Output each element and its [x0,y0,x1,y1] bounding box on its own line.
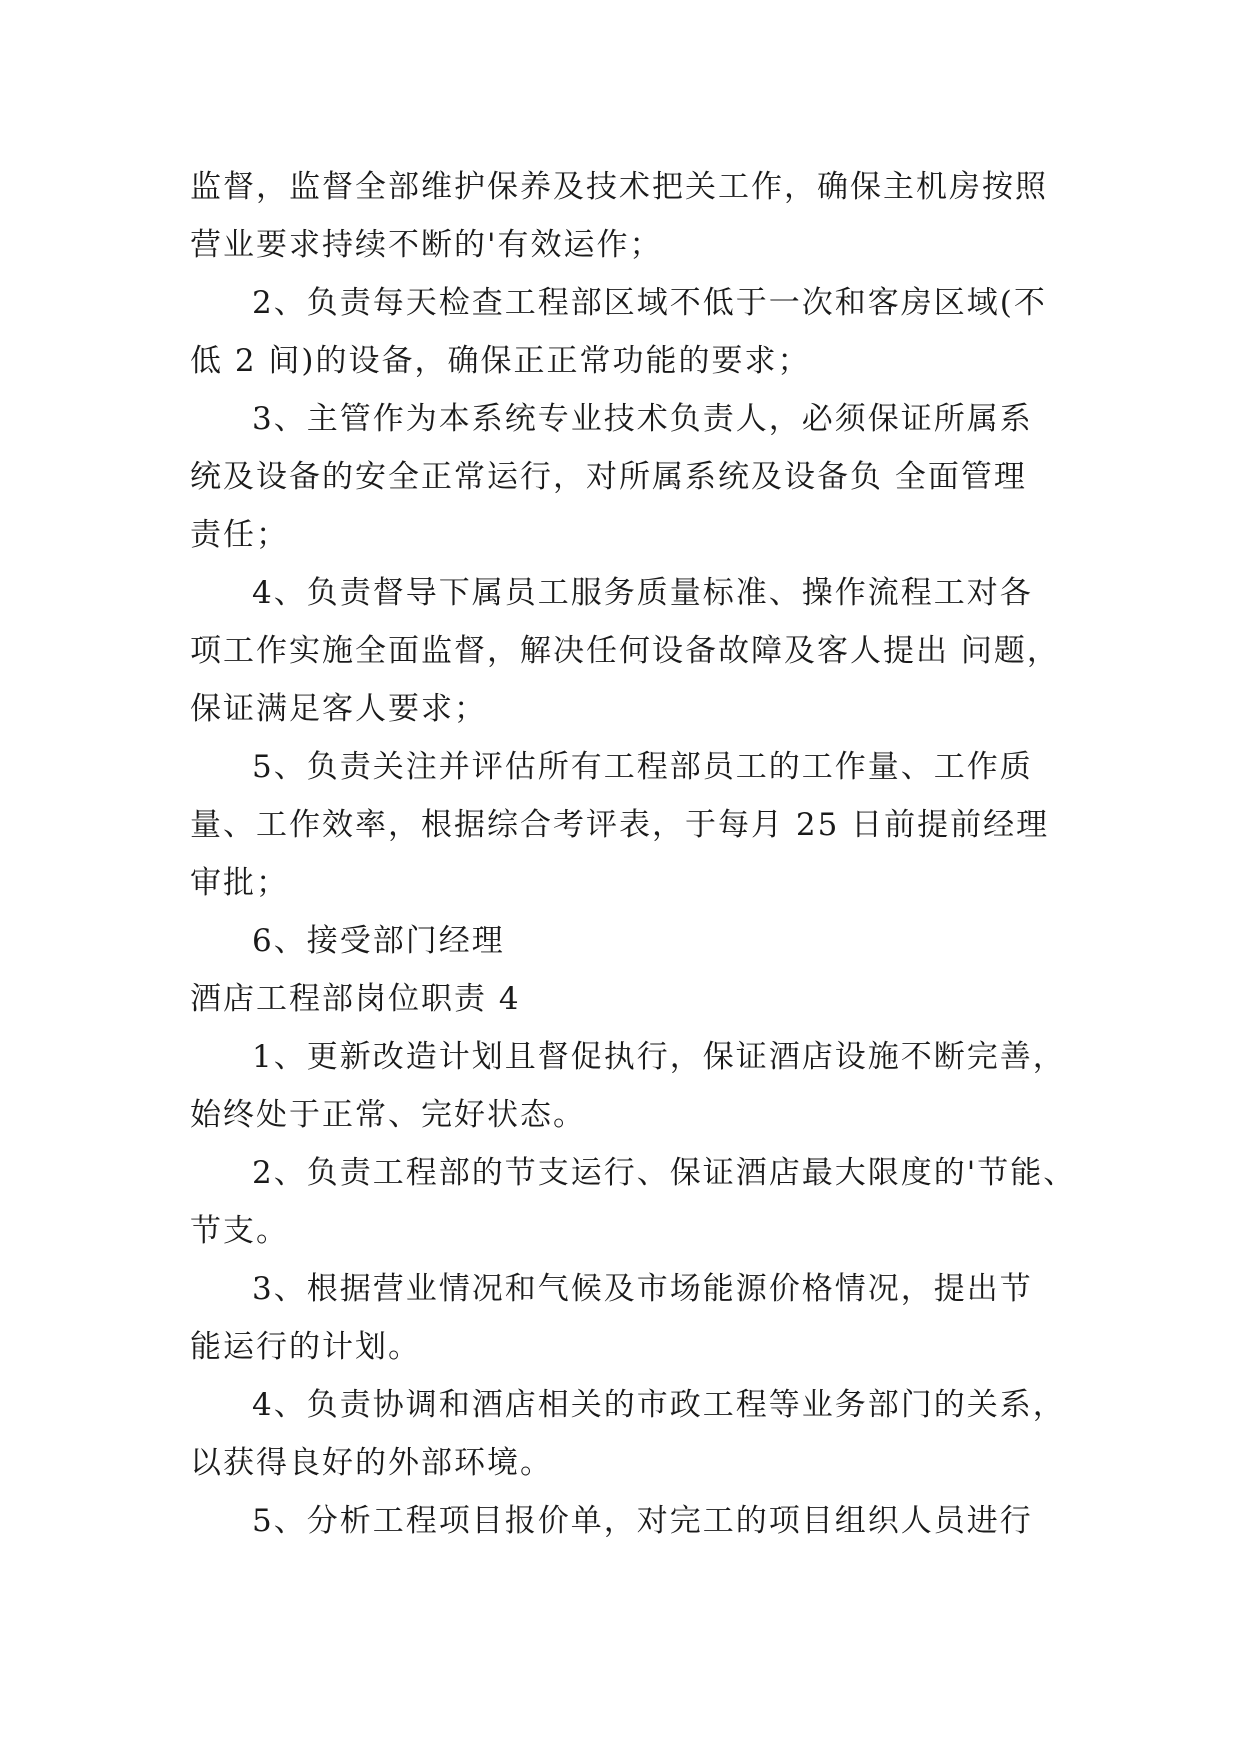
list-item-line: 6、接受部门经理 [252,923,505,959]
list-item-line: 3、根据营业情况和气候及市场能源价格情况，提出节 [252,1271,1033,1307]
list-item-line: 1、更新改造计划且督促执行，保证酒店设施不断完善， [252,1039,1066,1075]
text-line: 量、工作效率，根据综合考评表，于每月 25 日前提前经理 [190,807,1050,843]
list-item-line: 5、分析工程项目报价单，对完工的项目组织人员进行 [252,1503,1033,1539]
text-line: 监督，监督全部维护保养及技术把关工作，确保主机房按照 [190,169,1048,205]
list-item-line: 5、负责关注并评估所有工程部员工的工作量、工作质 [252,749,1033,785]
list-item-line: 2、负责每天检查工程部区域不低于一次和客房区域(不 [252,285,1047,321]
text-line: 以获得良好的外部环境。 [190,1445,553,1481]
text-line: 营业要求持续不断的'有效运作； [190,227,663,263]
text-line: 节支。 [190,1213,289,1249]
list-item-line: 3、主管作为本系统专业技术负责人，必须保证所属系 [252,401,1033,437]
text-line: 统及设备的安全正常运行，对所属系统及设备负 全面管理 [190,459,1027,495]
text-line: 审批； [190,865,289,901]
list-item-line: 2、负责工程部的节支运行、保证酒店最大限度的'节能、 [252,1155,1077,1191]
text-line: 保证满足客人要求； [190,691,487,727]
text-line: 始终处于正常、完好状态。 [190,1097,586,1133]
text-line: 项工作实施全面监督，解决任何设备故障及客人提出 问题， [190,633,1060,669]
list-item-line: 4、负责督导下属员工服务质量标准、操作流程工对各 [252,575,1033,611]
section-heading: 酒店工程部岗位职责 4 [190,981,521,1017]
list-item-line: 4、负责协调和酒店相关的市政工程等业务部门的关系， [252,1387,1066,1423]
text-line: 低 2 间)的设备，确保正正常功能的要求； [190,343,811,379]
text-line: 能运行的计划。 [190,1329,421,1365]
text-line: 责任； [190,517,289,553]
document-body [190,158,1077,1550]
